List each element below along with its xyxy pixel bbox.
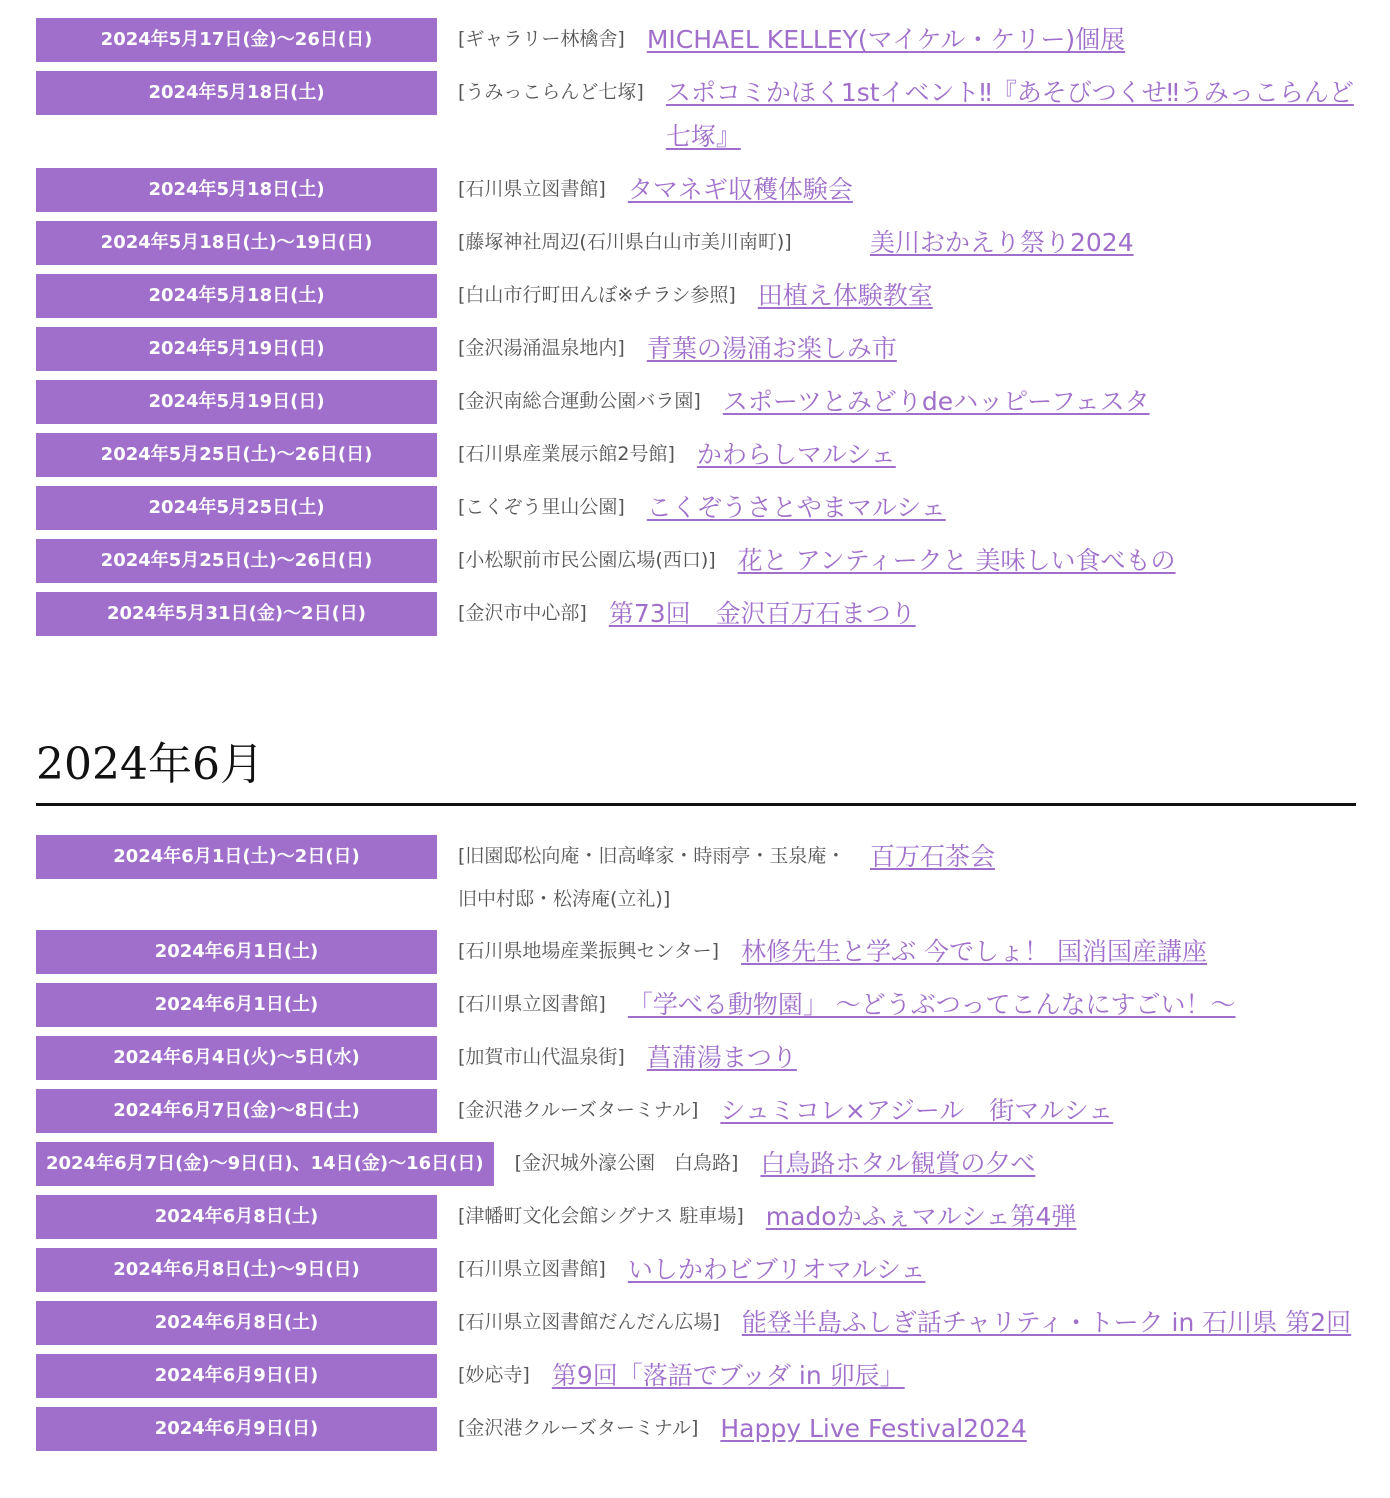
event-row	[36, 18, 1356, 62]
event-date: 2024年6月7日(金)〜8日(土)	[36, 1089, 437, 1133]
event-venue: [石川県立図書館だんだん広場]	[458, 1311, 720, 1333]
event-date: 2024年6月1日(土)	[36, 930, 437, 974]
event-row	[36, 274, 1356, 318]
event-link[interactable]: いしかわビブリオマルシェ	[627, 1255, 926, 1284]
event-venue: [白山市行町田んぼ※チラシ参照]	[458, 284, 736, 306]
event-date: 2024年5月19日(日)	[36, 380, 437, 424]
event-date: 2024年6月1日(土)	[36, 983, 437, 1027]
event-date: 2024年6月8日(土)	[36, 1195, 437, 1239]
event-venue: [うみっこらんど七塚]	[458, 81, 644, 103]
event-venue: [津幡町文化会館シグナス 駐車場]	[458, 1205, 744, 1227]
event-date: 2024年5月25日(土)〜26日(日)	[36, 433, 437, 477]
event-row	[36, 71, 1356, 159]
event-date: 2024年6月7日(金)〜9日(日)、14日(金)〜16日(日)	[36, 1142, 494, 1186]
event-row	[36, 592, 1356, 636]
event-link[interactable]: Happy Live Festival2024	[720, 1414, 1027, 1443]
event-row	[36, 380, 1356, 424]
event-row	[36, 930, 1356, 974]
event-venue: [石川県地場産業振興センター]	[458, 940, 720, 962]
event-venue: [石川県立図書館]	[458, 1258, 606, 1280]
event-row	[36, 539, 1356, 583]
event-link[interactable]: 田植え体験教室	[757, 281, 933, 310]
event-venue: [金沢港クルーズターミナル]	[458, 1099, 699, 1121]
event-row	[36, 433, 1356, 477]
event-venue: [金沢南総合運動公園バラ園]	[458, 390, 701, 412]
event-row	[36, 327, 1356, 371]
event-venue: [石川県立図書館]	[458, 178, 606, 200]
event-venue: [金沢湯涌温泉地内]	[458, 337, 625, 359]
event-venue: [旧園邸松向庵・旧高峰家・時雨亭・玉泉庵・旧中村邸・松涛庵(立礼)]	[458, 845, 846, 910]
event-row	[36, 1089, 1356, 1133]
event-link[interactable]: 白鳥路ホタル観賞の夕べ	[760, 1149, 1036, 1178]
event-venue: [妙応寺]	[458, 1364, 530, 1386]
event-link[interactable]: シュミコレ×アジール 街マルシェ	[720, 1096, 1114, 1125]
event-link[interactable]: 美川おかえり祭り2024	[870, 228, 1134, 257]
event-link[interactable]: 百万石茶会	[870, 842, 996, 871]
event-date: 2024年5月25日(土)〜26日(日)	[36, 539, 437, 583]
event-date: 2024年6月8日(土)〜9日(日)	[36, 1248, 437, 1292]
event-venue: [こくぞう里山公園]	[458, 496, 625, 518]
event-row	[36, 486, 1356, 530]
event-date: 2024年5月18日(土)〜19日(日)	[36, 221, 437, 265]
event-date: 2024年5月18日(土)	[36, 168, 437, 212]
event-link[interactable]: MICHAEL KELLEY(マイケル・ケリー)個展	[646, 25, 1126, 54]
event-link[interactable]: 能登半島ふしぎ話チャリティ・トーク in 石川県 第2回	[741, 1308, 1352, 1337]
event-date: 2024年5月19日(日)	[36, 327, 437, 371]
event-link[interactable]: 林修先生と学ぶ 今でしょ！ 国消国産講座	[741, 937, 1207, 966]
event-link[interactable]: 第9回「落語でブッダ in 卯辰」	[551, 1361, 905, 1390]
event-venue: [石川県立図書館]	[458, 993, 606, 1015]
event-date: 2024年6月1日(土)〜2日(日)	[36, 835, 437, 879]
event-venue: [石川県産業展示館2号館]	[458, 443, 675, 465]
event-row	[36, 1301, 1356, 1345]
event-link[interactable]: タマネギ収穫体験会	[627, 175, 853, 204]
event-date: 2024年6月9日(日)	[36, 1354, 437, 1398]
month-heading	[36, 730, 1356, 806]
event-date: 2024年5月25日(土)	[36, 486, 437, 530]
event-date: 2024年6月4日(火)〜5日(水)	[36, 1036, 437, 1080]
event-link[interactable]: スポーツとみどりdeハッピーフェスタ	[722, 387, 1150, 416]
event-date: 2024年6月9日(日)	[36, 1407, 437, 1451]
event-link[interactable]: こくぞうさとやまマルシェ	[646, 493, 946, 522]
event-date: 2024年6月8日(土)	[36, 1301, 437, 1345]
event-venue: [ギャラリー林檎舎]	[458, 28, 625, 50]
event-row	[36, 1195, 1356, 1239]
event-venue: [加賀市山代温泉街]	[458, 1046, 625, 1068]
event-venue: [藤塚神社周辺(石川県白山市美川南町)]	[458, 231, 792, 253]
event-link[interactable]: 花と アンティークと 美味しい食べもの	[737, 546, 1176, 575]
may-event-list	[36, 18, 1356, 645]
event-venue: [小松駅前市民公園広場(西口)]	[458, 549, 716, 571]
event-row	[36, 835, 1356, 921]
june-event-list	[36, 835, 1356, 1460]
event-date: 2024年5月31日(金)〜2日(日)	[36, 592, 437, 636]
event-link[interactable]: 第73回 金沢百万石まつり	[608, 599, 916, 628]
event-venue: [金沢港クルーズターミナル]	[458, 1417, 699, 1439]
event-link[interactable]: 青葉の湯涌お楽しみ市	[646, 334, 897, 363]
event-date: 2024年5月17日(金)〜26日(日)	[36, 18, 437, 62]
event-link[interactable]: madoかふぇマルシェ第4弾	[765, 1202, 1077, 1231]
event-row	[36, 221, 1356, 265]
event-date: 2024年5月18日(土)	[36, 71, 437, 115]
event-venue: [金沢市中心部]	[458, 602, 587, 624]
event-link[interactable]: 「学べる動物園」 〜どうぶつってこんなにすごい！〜	[627, 990, 1236, 1019]
event-venue: [金沢城外濠公園 白鳥路]	[514, 1152, 739, 1174]
event-row	[36, 1248, 1356, 1292]
event-link[interactable]: かわらしマルシェ	[696, 440, 896, 469]
event-link[interactable]: スポコミかほく1stイベント‼『あそびつくせ‼うみっこらんど七塚』	[665, 78, 1354, 151]
event-row	[36, 1142, 1356, 1186]
event-row	[36, 1407, 1356, 1451]
event-row	[36, 983, 1356, 1027]
event-date: 2024年5月18日(土)	[36, 274, 437, 318]
event-link[interactable]: 菖蒲湯まつり	[646, 1043, 797, 1072]
event-row	[36, 1036, 1356, 1080]
month-title: 2024年6月	[36, 739, 264, 790]
event-row	[36, 1354, 1356, 1398]
event-row	[36, 168, 1356, 212]
